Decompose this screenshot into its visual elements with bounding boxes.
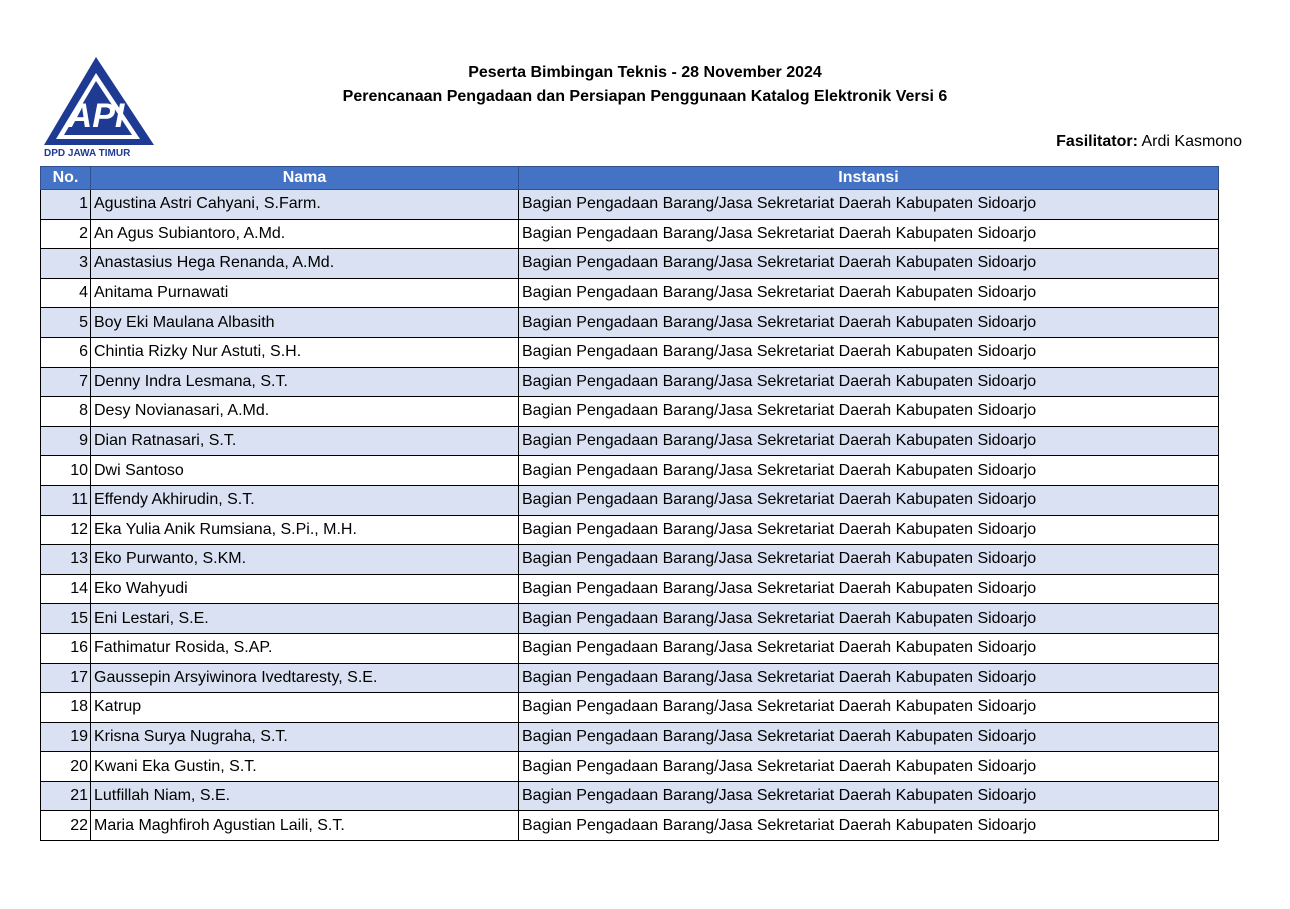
cell-no: 10 (41, 456, 91, 486)
table-row (41, 308, 1219, 338)
cell-instansi: Bagian Pengadaan Barang/Jasa Sekretariat Daerah Kabupaten Sidoarjo (519, 545, 1219, 575)
table-body (41, 190, 1219, 841)
participants-table (40, 166, 1219, 841)
cell-instansi: Bagian Pengadaan Barang/Jasa Sekretariat Daerah Kabupaten Sidoarjo (519, 397, 1219, 427)
document-title (0, 61, 1290, 109)
table-row (41, 278, 1219, 308)
cell-instansi: Bagian Pengadaan Barang/Jasa Sekretariat Daerah Kabupaten Sidoarjo (519, 633, 1219, 663)
cell-instansi: Bagian Pengadaan Barang/Jasa Sekretariat Daerah Kabupaten Sidoarjo (519, 811, 1219, 841)
cell-instansi: Bagian Pengadaan Barang/Jasa Sekretariat Daerah Kabupaten Sidoarjo (519, 337, 1219, 367)
title-line-1: Peserta Bimbingan Teknis - 28 November 2024 (468, 64, 822, 81)
cell-instansi: Bagian Pengadaan Barang/Jasa Sekretariat Daerah Kabupaten Sidoarjo (519, 663, 1219, 693)
cell-instansi: Bagian Pengadaan Barang/Jasa Sekretariat Daerah Kabupaten Sidoarjo (519, 722, 1219, 752)
svg-text:API: API (67, 97, 125, 135)
table-row (41, 219, 1219, 249)
cell-no: 3 (41, 249, 91, 279)
table-row (41, 781, 1219, 811)
cell-nama: Krisna Surya Nugraha, S.T. (91, 722, 519, 752)
cell-instansi: Bagian Pengadaan Barang/Jasa Sekretariat Daerah Kabupaten Sidoarjo (519, 604, 1219, 634)
cell-no: 4 (41, 278, 91, 308)
cell-no: 5 (41, 308, 91, 338)
table-row (41, 337, 1219, 367)
cell-nama: Denny Indra Lesmana, S.T. (91, 367, 519, 397)
cell-instansi: Bagian Pengadaan Barang/Jasa Sekretariat Daerah Kabupaten Sidoarjo (519, 574, 1219, 604)
cell-nama: Lutfillah Niam, S.E. (91, 781, 519, 811)
table-row (41, 604, 1219, 634)
cell-no: 18 (41, 693, 91, 723)
cell-no: 12 (41, 515, 91, 545)
cell-no: 20 (41, 752, 91, 782)
cell-nama: Agustina Astri Cahyani, S.Farm. (91, 190, 519, 220)
table-row (41, 752, 1219, 782)
cell-no: 16 (41, 633, 91, 663)
cell-nama: Anastasius Hega Renanda, A.Md. (91, 249, 519, 279)
cell-no: 17 (41, 663, 91, 693)
cell-nama: Dian Ratnasari, S.T. (91, 426, 519, 456)
cell-instansi: Bagian Pengadaan Barang/Jasa Sekretariat Daerah Kabupaten Sidoarjo (519, 515, 1219, 545)
table-row (41, 249, 1219, 279)
cell-instansi: Bagian Pengadaan Barang/Jasa Sekretariat Daerah Kabupaten Sidoarjo (519, 190, 1219, 220)
cell-no: 9 (41, 426, 91, 456)
table-row (41, 367, 1219, 397)
table-row (41, 515, 1219, 545)
header-nama: Nama (91, 167, 519, 190)
cell-instansi: Bagian Pengadaan Barang/Jasa Sekretariat Daerah Kabupaten Sidoarjo (519, 781, 1219, 811)
cell-instansi: Bagian Pengadaan Barang/Jasa Sekretariat Daerah Kabupaten Sidoarjo (519, 219, 1219, 249)
cell-nama: Effendy Akhirudin, S.T. (91, 485, 519, 515)
cell-instansi: Bagian Pengadaan Barang/Jasa Sekretariat Daerah Kabupaten Sidoarjo (519, 456, 1219, 486)
logo-caption: DPD JAWA TIMUR (44, 148, 131, 159)
cell-nama: Anitama Purnawati (91, 278, 519, 308)
table-row (41, 811, 1219, 841)
cell-instansi: Bagian Pengadaan Barang/Jasa Sekretariat Daerah Kabupaten Sidoarjo (519, 426, 1219, 456)
table-row (41, 633, 1219, 663)
cell-nama: Katrup (91, 693, 519, 723)
cell-nama: Dwi Santoso (91, 456, 519, 486)
table-row (41, 545, 1219, 575)
cell-nama: Eni Lestari, S.E. (91, 604, 519, 634)
header-no: No. (41, 167, 91, 190)
cell-nama: Eka Yulia Anik Rumsiana, S.Pi., M.H. (91, 515, 519, 545)
cell-instansi: Bagian Pengadaan Barang/Jasa Sekretariat Daerah Kabupaten Sidoarjo (519, 693, 1219, 723)
cell-no: 22 (41, 811, 91, 841)
cell-nama: Boy Eki Maulana Albasith (91, 308, 519, 338)
cell-no: 15 (41, 604, 91, 634)
table-row (41, 485, 1219, 515)
cell-instansi: Bagian Pengadaan Barang/Jasa Sekretariat Daerah Kabupaten Sidoarjo (519, 367, 1219, 397)
fasilitator-label: Fasilitator: (1056, 133, 1138, 150)
table-row (41, 663, 1219, 693)
table-row (41, 722, 1219, 752)
cell-instansi: Bagian Pengadaan Barang/Jasa Sekretariat Daerah Kabupaten Sidoarjo (519, 485, 1219, 515)
cell-instansi: Bagian Pengadaan Barang/Jasa Sekretariat Daerah Kabupaten Sidoarjo (519, 249, 1219, 279)
cell-no: 1 (41, 190, 91, 220)
table-row (41, 693, 1219, 723)
title-line-2: Perencanaan Pengadaan dan Persiapan Penggunaan Katalog Elektronik Versi 6 (342, 88, 948, 105)
fasilitator-name: Ardi Kasmono (1141, 133, 1242, 150)
cell-nama: Eko Wahyudi (91, 574, 519, 604)
cell-no: 19 (41, 722, 91, 752)
header-instansi: Instansi (519, 167, 1219, 190)
cell-no: 7 (41, 367, 91, 397)
cell-nama: Maria Maghfiroh Agustian Laili, S.T. (91, 811, 519, 841)
table-row (41, 456, 1219, 486)
cell-instansi: Bagian Pengadaan Barang/Jasa Sekretariat Daerah Kabupaten Sidoarjo (519, 278, 1219, 308)
table-row (41, 397, 1219, 427)
cell-no: 14 (41, 574, 91, 604)
cell-no: 6 (41, 337, 91, 367)
cell-no: 13 (41, 545, 91, 575)
table-header-row (41, 167, 1219, 190)
table-row (41, 574, 1219, 604)
cell-nama: Gaussepin Arsyiwinora Ivedtaresty, S.E. (91, 663, 519, 693)
table-row (41, 426, 1219, 456)
cell-no: 2 (41, 219, 91, 249)
cell-nama: Desy Novianasari, A.Md. (91, 397, 519, 427)
cell-no: 21 (41, 781, 91, 811)
cell-instansi: Bagian Pengadaan Barang/Jasa Sekretariat Daerah Kabupaten Sidoarjo (519, 752, 1219, 782)
cell-nama: Fathimatur Rosida, S.AP. (91, 633, 519, 663)
cell-nama: Kwani Eka Gustin, S.T. (91, 752, 519, 782)
cell-no: 8 (41, 397, 91, 427)
cell-nama: Eko Purwanto, S.KM. (91, 545, 519, 575)
table-row (41, 190, 1219, 220)
cell-instansi: Bagian Pengadaan Barang/Jasa Sekretariat Daerah Kabupaten Sidoarjo (519, 308, 1219, 338)
fasilitator-info (1056, 131, 1242, 153)
cell-nama: An Agus Subiantoro, A.Md. (91, 219, 519, 249)
cell-no: 11 (41, 485, 91, 515)
cell-nama: Chintia Rizky Nur Astuti, S.H. (91, 337, 519, 367)
